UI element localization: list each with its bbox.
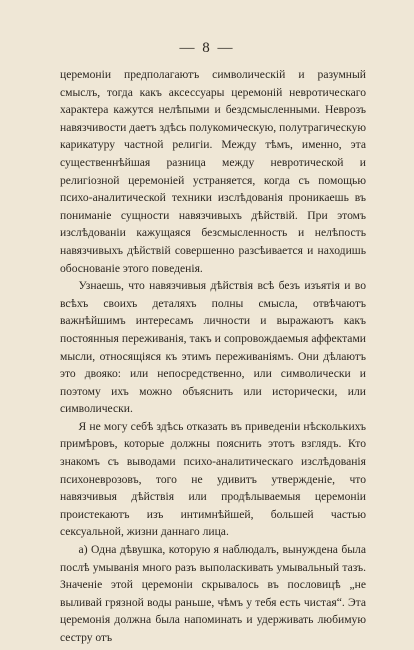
paragraph-3: Я не могу себѣ здѣсь отказать въ приведеніи нѣсколькихъ примѣровъ, которые должны пояснить этотъ взглядъ. Кто знакомъ съ выводами психо-аналитическаго изслѣдованія психоневрозовъ, того не удивитъ утвержденіе, что навязчивыя дѣйствія или продѣлываемыя церемоніи проистекаютъ изъ интимнѣйшей, большей частью сексуальной, жизни даннаго лица. (60, 419, 366, 539)
paragraph-1: церемоніи предполагаютъ символическій и разумный смыслъ, тогда какъ аксессуары церемоній невротическаго характера кажутся нелѣпыми и бездсмысленными. Неврозъ навязчивости даетъ здѣсь полукомическую, полутрагическую карикатуру частной религіи. Между тѣмъ, именно, эта существеннѣйшая разница между невротической и религіозной церемоніей устраняется, когда съ помощью психо-аналитической техники изслѣдованія проникаешь въ пониманіе сущности навязчивыхъ дѣйствій. При этомъ изслѣдованіи кажущаяся безсмысленность и нелѣпость навязчивыхъ дѣйствій совершенно разсѣивается и находишь обоснованіе этого поведенія. (60, 68, 366, 275)
page-number: — 8 — (179, 40, 235, 56)
paragraph-2: Узнаешь, что навязчивыя дѣйствія всѣ безъ изъятія и во всѣхъ своихъ деталяхъ полны смысла, отвѣчаютъ важнѣйшимъ интересамъ личности и выражаютъ какъ постоянныя переживанія, такъ и сопровождаемыя аффектами мысли, относящіяся къ этимъ переживаніямъ. Они дѣлаютъ это двояко: или непосредственно, или символически и поэтому ихъ можно объяснить или исторически, или символически. (60, 279, 366, 416)
body-text (60, 66, 366, 647)
paragraph-4: а) Одна дѣвушка, которую я наблюдалъ, вынуждена была послѣ умыванія много разъ выполаскивать умывальный тазъ. Значеніе этой церемоніи скрывалось въ пословицѣ „не выливай грязной воды раньше, чѣмъ у тебя есть чистая“. Эта церемонія должна была напоминать и удерживать любимую сестру отъ (60, 543, 366, 644)
